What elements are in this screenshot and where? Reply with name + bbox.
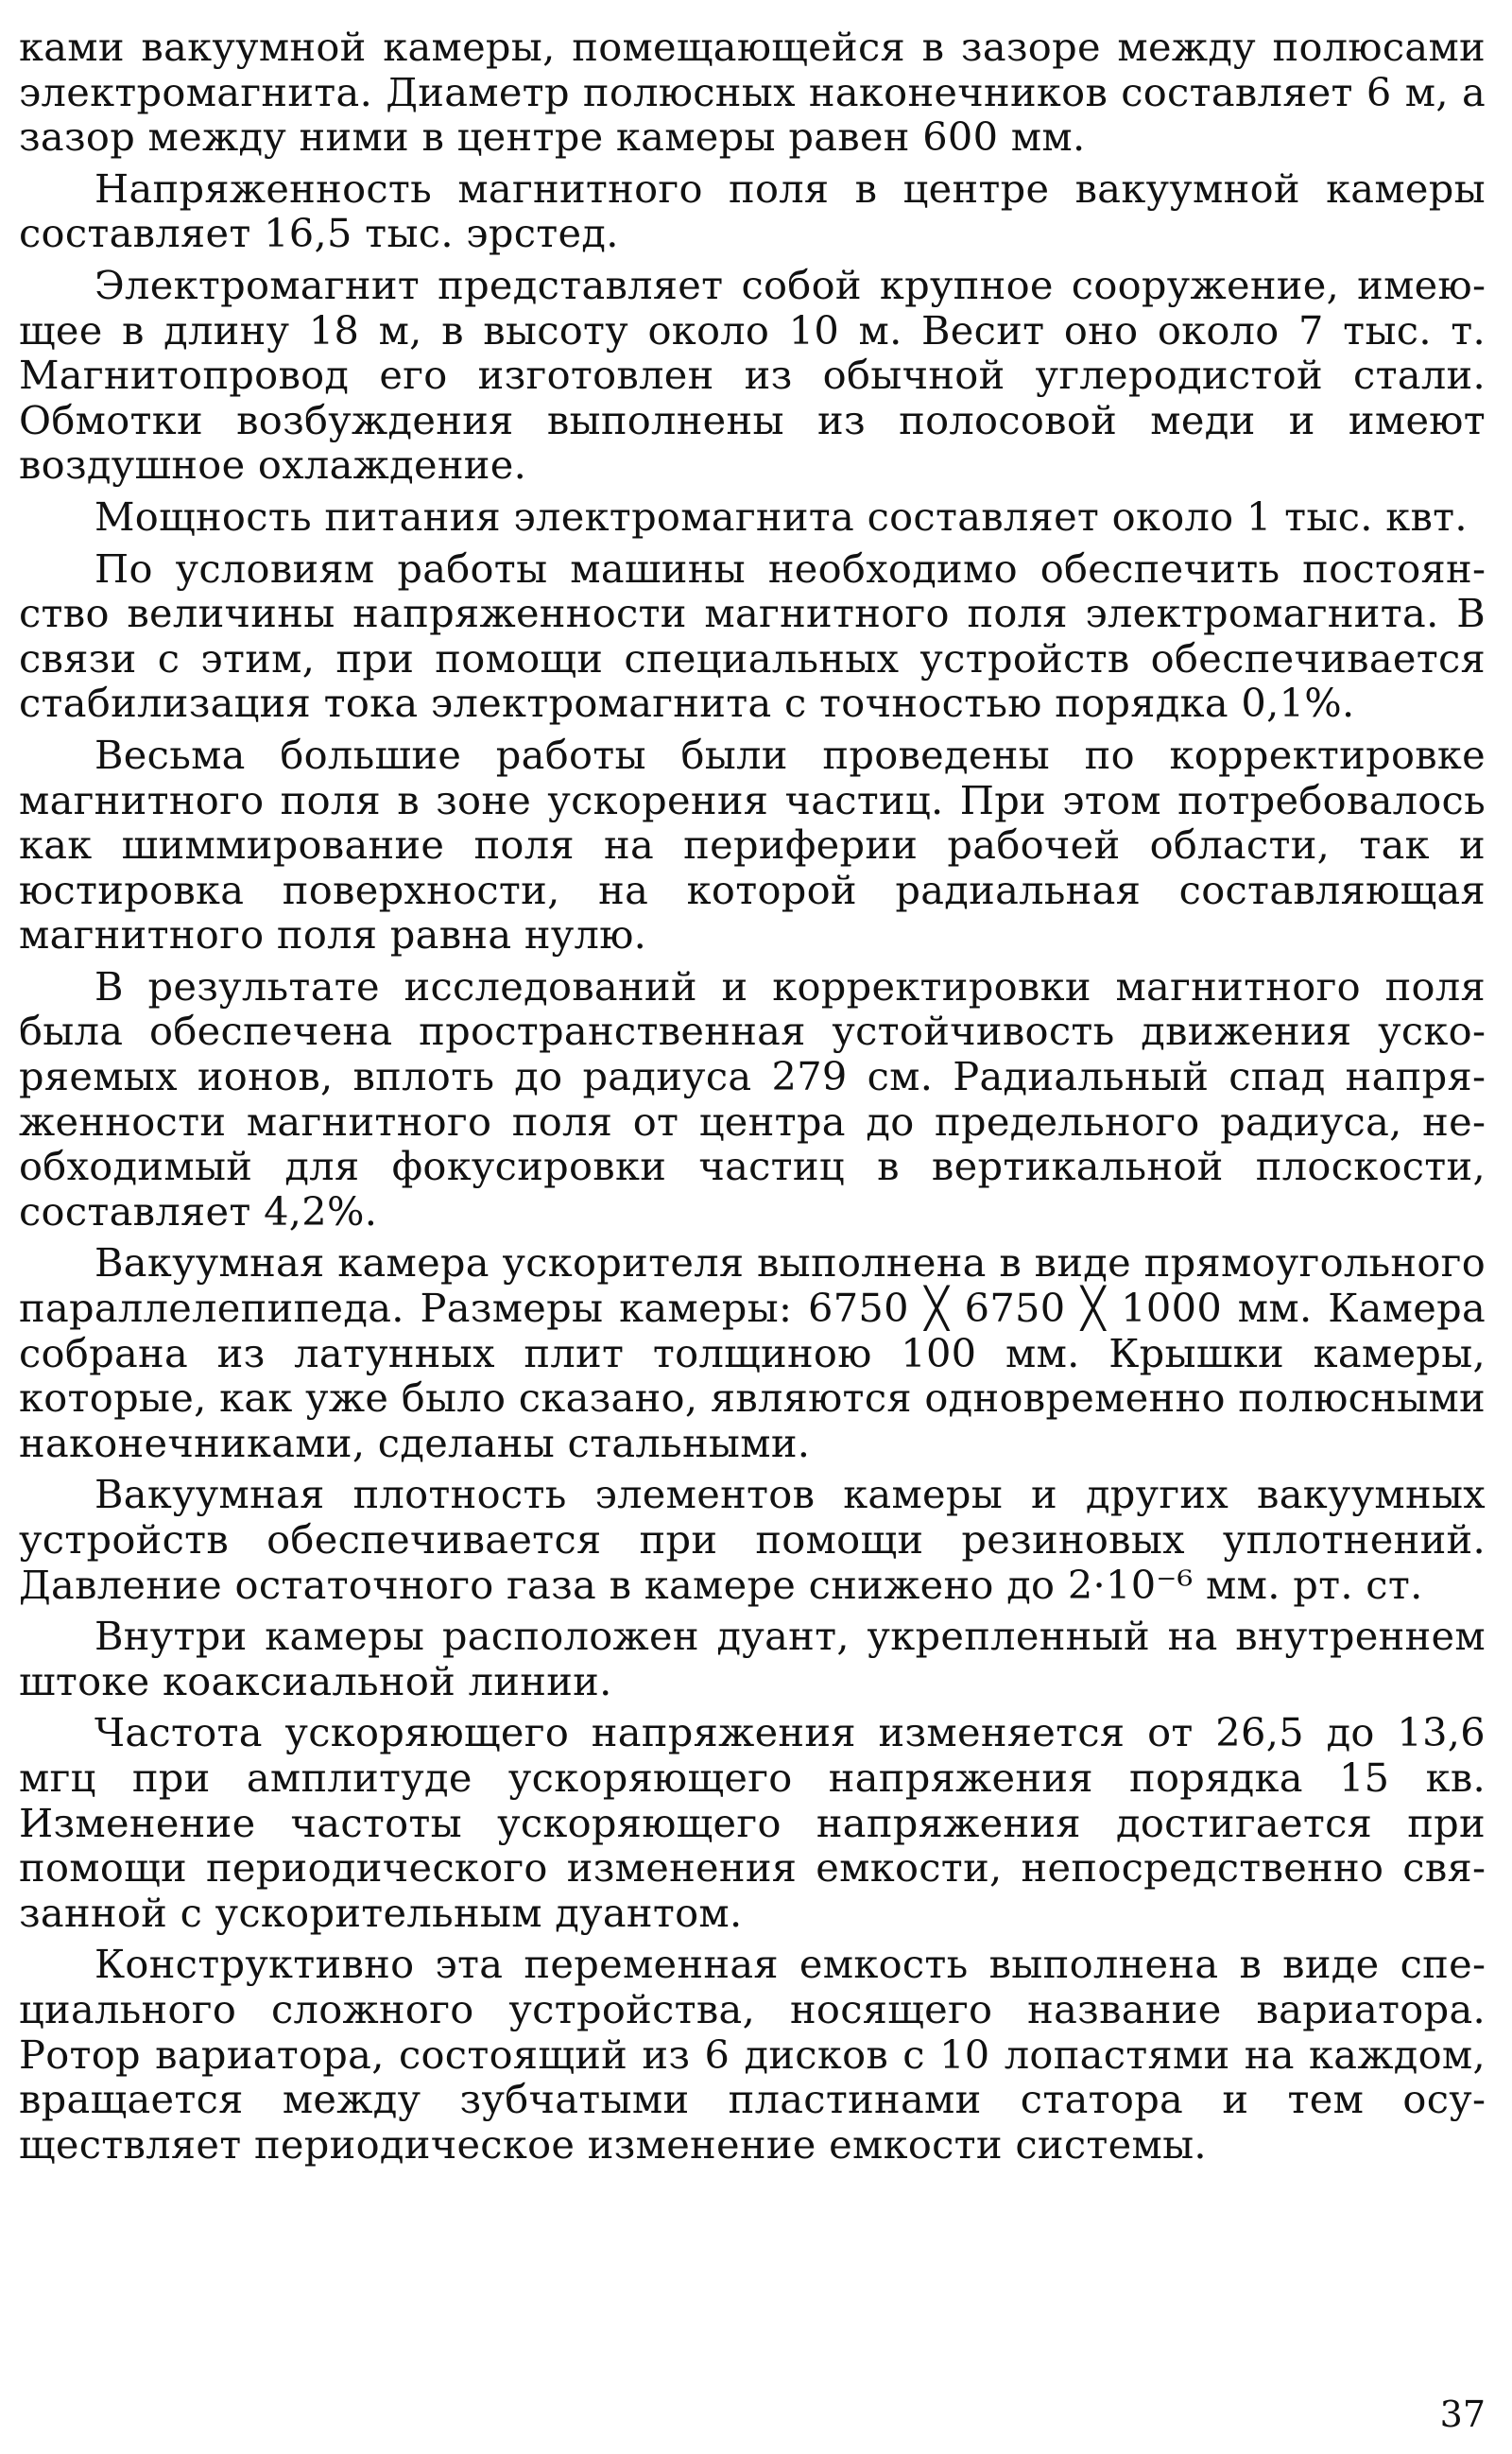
- paragraph-1: ками вакуумной камеры, помещающейся в зазоре между полюсами электромагнита. Диаметр полюсных наконечников составляет 6 м, а зазор между ними в центре камеры равен 600 мм.: [19, 24, 1486, 161]
- paragraph-10: Внутри камеры расположен дуант, укрепленный на внутреннем штоке коаксиальной линии.: [19, 1613, 1486, 1704]
- paragraph-4: Мощность питания электромагнита составляет около 1 тыс. квт.: [94, 493, 1468, 540]
- paragraph-6: Весьма большие работы были проведены по корректировке магнитного поля в зоне ускорения частиц. При этом потребовалось как шиммирование поля на периферии рабочей области, так и юстировка поверхности, на которой радиальная составляющая магнитного поля равна нулю.: [19, 731, 1486, 959]
- page-number: 37: [1439, 2394, 1486, 2435]
- paragraph-11: Частота ускоряющего напряжения изменяется от 26,5 до 13,6 мгц при амплитуде ускоряющего напряжения порядка 15 кв. Изменение частоты ускоряющего напряжения достигается при помощи периодического изменения емкости, непосредственно связанной с ускорительным дуантом.: [19, 1709, 1486, 1936]
- paragraph-7: В результате исследований и корректировки магнитного поля была обеспечена пространственная устойчивость движения ускоряемых ионов, вплоть до радиуса 279 см. Радиальный спад напряженности магнитного поля от центра до предельного радиуса, необходимый для фокусировки частиц в вертикальной плоскости, составляет 4,2%.: [19, 962, 1486, 1235]
- paragraph-8: Вакуумная камера ускорителя выполнена в виде прямоугольного параллелепипеда. Размеры камеры: 6750 ╳ 6750 ╳ 1000 мм. Камера собрана из латунных плит толщиною 100 мм. Крышки камеры, которые, как уже было сказано, являются одновременно полюсными наконечниками, сделаны стальными.: [19, 1239, 1486, 1466]
- paragraph-9: Вакуумная плотность элементов камеры и других вакуумных устройств обеспечивается при помощи резиновых уплотнений. Давление остаточного газа в камере снижено до 2·10⁻⁶ мм. рт. ст.: [19, 1471, 1486, 1608]
- paragraph-5: По условиям работы машины необходимо обеспечить постоянство величины напряженности магнитного поля электромагнита. В связи с этим, при помощи специальных устройств обеспечивается стабилизация тока электромагнита с точностью порядка 0,1%.: [19, 544, 1486, 727]
- paragraph-12: Конструктивно эта переменная емкость выполнена в виде специального сложного устройства, носящего название вариатора. Ротор вариатора, состоящий из 6 дисков с 10 лопастями на каждом, вращается между зубчатыми пластинами статора и тем осуществляет периодическое изменение емкости системы.: [19, 1941, 1486, 2168]
- paragraph-3: Электромагнит представляет собой крупное сооружение, имеющее в длину 18 м, в высоту около 10 м. Весит оно около 7 тыс. т. Магнитопровод его изготовлен из обычной углеродистой стали. Обмотки возбуждения выполнены из полосовой меди и имеют воздушное охлаждение.: [19, 261, 1486, 489]
- body-text: [19, 25, 1486, 2167]
- paragraph-2: Напряженность магнитного поля в центре вакуумной камеры составляет 16,5 тыс. эрстед.: [19, 164, 1486, 257]
